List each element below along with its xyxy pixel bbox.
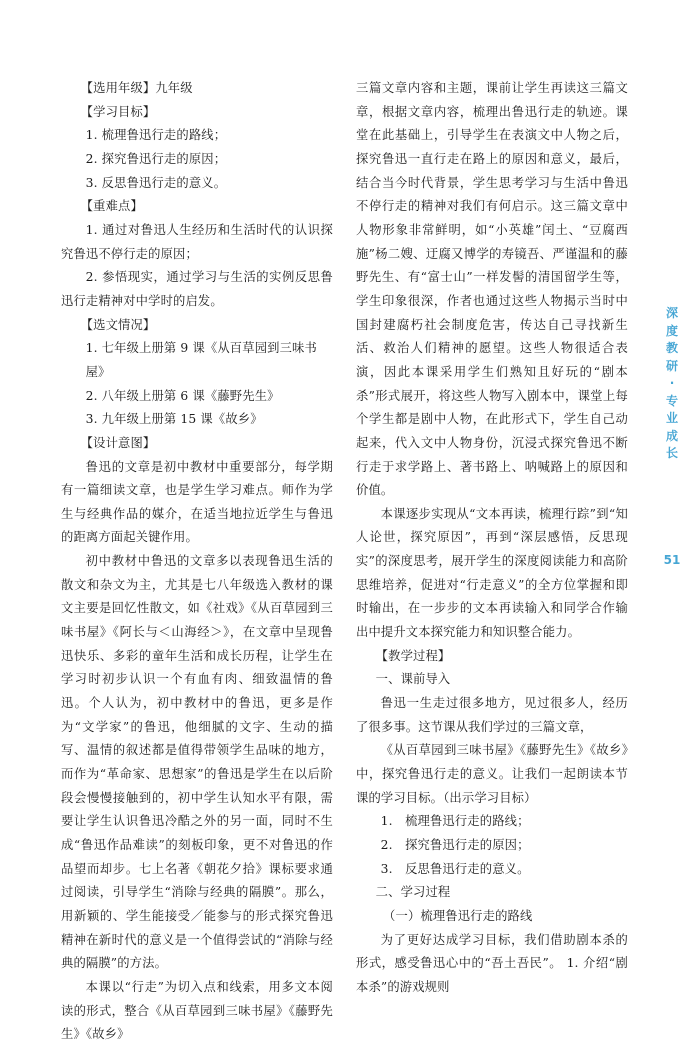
list-item: 1. 七年级上册第 9 课《从百草园到三味书屋》 [85,341,317,379]
list-item: 3. 九年级上册第 15 课《故乡》 [85,412,263,427]
section-heading: 【选用年级】九年级 [80,81,193,95]
list-item: 1. 梳理鲁迅行走的路线； [85,128,227,143]
side-label-char: 长 [665,446,678,460]
list-item: 3. 反思鲁迅行走的意义。 [380,861,530,876]
paragraph: 1. 通过对鲁迅人生经历和生活时代的认识探究鲁迅不停行走的原因； [61,222,333,261]
list-item: 3. 反思鲁迅行走的意义。 [85,175,227,190]
side-label-char: 专 [665,393,678,408]
paragraph: 《从百草园到三味书屋》《藤野先生》《故乡》中，探究鲁迅行走的意义。让我们一起朗读本节课的学习目标。（出示学习目标） [356,743,628,805]
section-heading: 【重难点】 [80,199,143,214]
side-label-char: 业 [665,411,678,425]
side-label-char: 深 [665,306,678,320]
side-label-char: 研 [665,358,678,373]
section-heading: 【选文情况】 [80,317,156,332]
page-number: 51 [663,553,681,567]
paragraph: 本课逐步实现从“文本再读，梳理行踪”到“知人论世，探究原因”，再到“深层感悟，反思现实”的深度思考，展开学生的深度阅读能力和高阶思维培养，促进对“行走意义”的全方位掌握和即时输出，在一步步的文本再读输入和同学合作输出中提升文本探究能力和知识整合能力。 [356,506,628,640]
right-column [356,77,628,1000]
side-label-char: 度 [665,323,678,338]
side-label-char: 成 [665,428,678,443]
subsection-heading: （一）梳理鲁迅行走的路线 [383,908,533,923]
paragraph: 本课以“行走”为切入点和线索，用多文本阅读的形式，整合《从百草园到三味书屋》《藤野先生》《故乡》 [61,979,333,1042]
section-side-label [662,305,682,463]
paragraph: 初中教材中鲁迅的文章多以表现鲁迅生活的散文和杂文为主，尤其是七八年级选入教材的课文主要是回忆性散文，如《社戏》《从百草园到三味书屋》《阿长与＜山海经＞》，在文章中呈现鲁迅快乐、多彩的童年生活和成长历程，让学生在学习时初步认识一个有血有肉、细致温情的鲁迅。个人认为，初中教材中的鲁迅，更多是作为“文学家”的鲁迅，他细腻的文字、生动的描写、温情的叙述都是值得带领学生品味的地方，而作为“革命家、思想家”的鲁迅是学生在以后阶段会慢慢接触到的，初中学生认知水平有限，需要让学生认识鲁迅冷酷之外的另一面，同时不生成“鲁迅作品难读”的刻板印象，更不对鲁迅的作品望而却步。七上名著《朝花夕拾》课标要求通过阅读，引导学生“消除与经典的隔膜”。那么，用新颖的、学生能接受／能参与的形式探究鲁迅精神在新时代的意义是一个值得尝试的“消除与经典的隔膜”的方法。 [61,554,333,971]
side-label-char: · [669,376,675,390]
list-item: 2. 八年级上册第 6 课《藤野先生》 [85,388,280,403]
paragraph-continued: 三篇文章内容和主题，课前让学生再读这三篇文章，根据文章内容，梳理出鲁迅行走的轨迹。课堂在此基础上，引导学生在表演文中人物之后，探究鲁迅一直行走在路上的原因和意义，最后，结合当今时代背景，学生思考学习与生活中鲁迅不停行走的精神对我们有何启示。这三篇文章中人物形象非常鲜明，如“小英雄”闰土、“豆腐西施”杨二嫂、迂腐又博学的寿镜吾、严谨温和的藤野先生、有“富士山”一样发髻的清国留学生等，学生印象很深，作者也通过这些人物揭示当时中国封建腐朽社会制度危害，传达自己寻找新生活、救治人们精神的愿望。这些人物很适合表演，因此本课采用学生们熟知且好玩的“剧本杀”形式展开，将这些人物写入剧本中，课堂上每个学生都是剧中人物，在此形式下，学生自己动起来，代入文中人物身份，沉浸式探究鲁迅不断行走于求学路上、著书路上、呐喊路上的原因和价值。 [356,81,628,498]
section-heading: 二、学习过程 [375,885,451,900]
paragraph: 为了更好达成学习目标，我们借助剧本杀的形式，感受鲁迅心中的“吾土吾民”。 1. 介绍“剧本杀”的游戏规则 [356,932,628,994]
list-item: 1. 梳理鲁迅行走的路线； [380,814,530,829]
paragraph: 2. 参悟现实，通过学习与生活的实例反思鲁迅行走精神对中学时的启发。 [61,270,333,308]
section-heading: 【学习目标】 [80,104,156,119]
section-heading: 【教学过程】 [375,648,451,663]
left-column [61,77,333,1047]
paragraph: 鲁迅一生走过很多地方，见过很多人，经历了很多事。这节课从我们学过的三篇文章， [356,696,628,734]
list-item: 2. 探究鲁迅行走的原因； [380,838,530,852]
section-heading: 【设计意图】 [80,435,156,450]
side-label-char: 教 [665,341,678,355]
paragraph: 鲁迅的文章是初中教材中重要部分，每学期有一篇细读文章，也是学生学习难点。师作为学生与经典作品的媒介，在适当地拉近学生与鲁迅的距离方面起关键作用。 [61,459,333,545]
section-heading: 一、课前导入 [375,672,451,687]
list-item: 2. 探究鲁迅行走的原因； [85,151,227,166]
